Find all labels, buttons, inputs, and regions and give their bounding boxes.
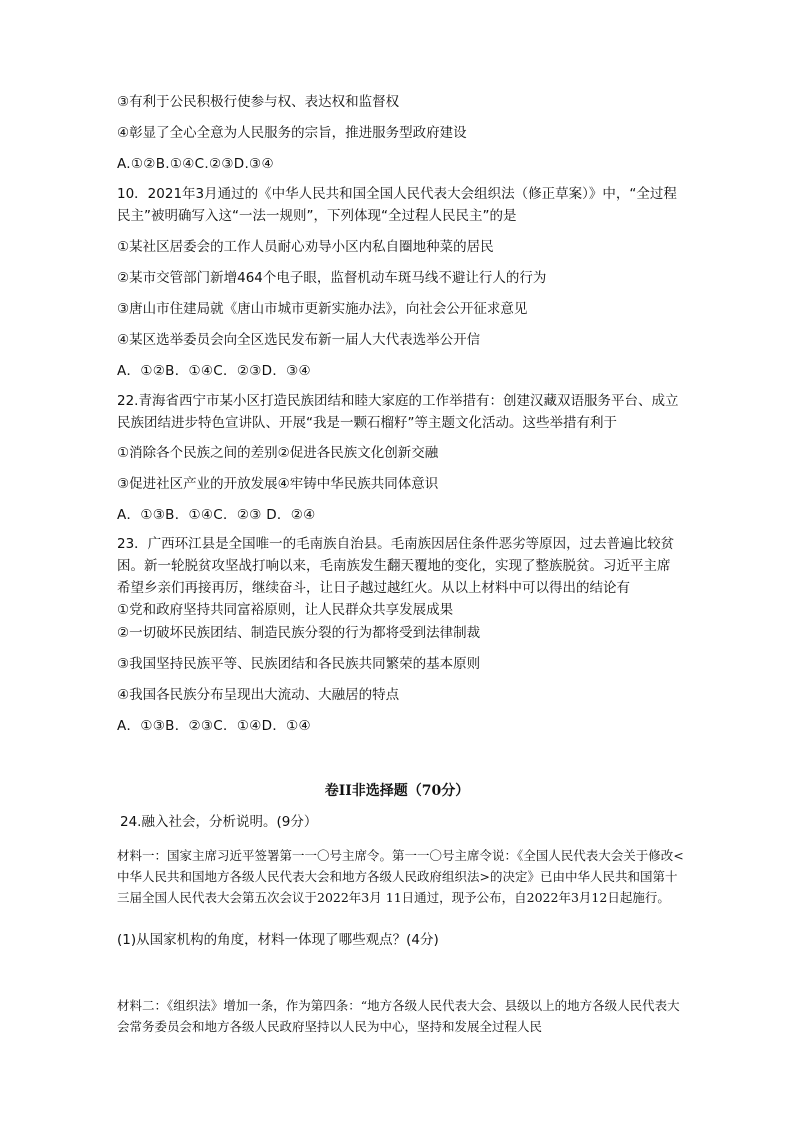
q9-options: A.①②B.①④C.②③D.③④ — [117, 156, 274, 172]
q24-subquestion-1: (1)从国家机构的角度，材料一体现了哪些观点？(4分) — [117, 932, 439, 948]
q10-statement-1: ①某社区居委会的工作人员耐心劝导小区内私自圈地种菜的居民 — [117, 239, 494, 255]
q22-stem: 22.青海省西宁市某小区打造民族团结和睦大家庭的工作举措有：创建汉藏双语服务平台、成立民族团结进步特色宣讲队、开展“我是一颗石榴籽”等主题文化活动。这些举措有利于 — [117, 393, 679, 431]
q22-options: A．①③B．①④C．②③ D．②④ — [117, 507, 316, 523]
q24-title: 24.融入社会，分析说明。(9分） — [120, 814, 318, 830]
q23-statement-2: ②一切破坏民族团结、制造民族分裂的行为都将受到法律制裁 — [117, 625, 481, 641]
q10-statement-3: ③唐山市住建局就《唐山市城市更新实施办法》，向社会公开征求意见 — [117, 301, 528, 317]
q22-statements-3-4: ③促进社区产业的开放发展④牢铸中华民族共同体意识 — [117, 476, 439, 492]
q23-stem: 23．广西环江县是全国唯一的毛南族自治县。毛南族因居住条件恶劣等原因，过去普遍比较贫困。新一轮脱贫攻坚战打响以来，毛南族发生翻天覆地的变化，实现了整族脱贫。习近平主席希望乡亲们再接再厉，继续奋斗，让日子越过越红火。从以上材料中可以得出的结论有 — [117, 536, 675, 596]
q10-stem: 10．2021年3月通过的《中华人民共和国全国人民代表大会组织法（修正草案）》中，“全过程民主”被明确写入这“一法一规则”，下列体现“全过程人民民主”的是 — [117, 186, 677, 224]
q9-statement-4: ④彰显了全心全意为人民服务的宗旨，推进服务型政府建设 — [117, 125, 467, 141]
q22-statements-1-2: ①消除各个民族之间的差别②促进各民族文化创新交融 — [117, 445, 439, 461]
q10-statement-4: ④某区选举委员会向全区选民发布新一届人大代表选举公开信 — [117, 332, 481, 348]
q24-material-1: 材料一：国家主席习近平签署第一一〇号主席令。第一一〇号主席令说：《全国人民代表大会关于修改<中华人民共和国地方各级人民代表大会和地方各级人民政府组织法>的决定》已由中华人民共和国第十三届全国人民代表大会第五次会议于2022年3月 11日通过，现予公布，自2022年3月12日起施行。 — [117, 848, 684, 905]
q10-options: A．①②B．①④C．②③D．③④ — [117, 363, 311, 379]
section-title: 卷II非选择题（70分） — [324, 783, 470, 799]
q24-material-2: 材料二：《组织法》增加一条，作为第四条：“地方各级人民代表大会、县级以上的地方各级人民代表大会常务委员会和地方各级人民政府坚持以人民为中心，坚持和发展全过程人民 — [117, 998, 680, 1034]
q10-statement-2: ②某市交管部门新增464个电子眼，监督机动车斑马线不避让行人的行为 — [117, 270, 547, 286]
q23-statement-1: ①党和政府坚持共同富裕原则，让人民群众共享发展成果 — [117, 602, 454, 618]
q9-statement-3: ③有利于公民积极行使参与权、表达权和监督权 — [117, 94, 400, 110]
q23-statement-3: ③我国坚持民族平等、民族团结和各民族共同繁荣的基本原则 — [117, 656, 481, 672]
q23-statement-4: ④我国各民族分布呈现出大流动、大融居的特点 — [117, 687, 400, 703]
q23-options: A．①③B．②③C．①④D．①④ — [117, 718, 311, 734]
